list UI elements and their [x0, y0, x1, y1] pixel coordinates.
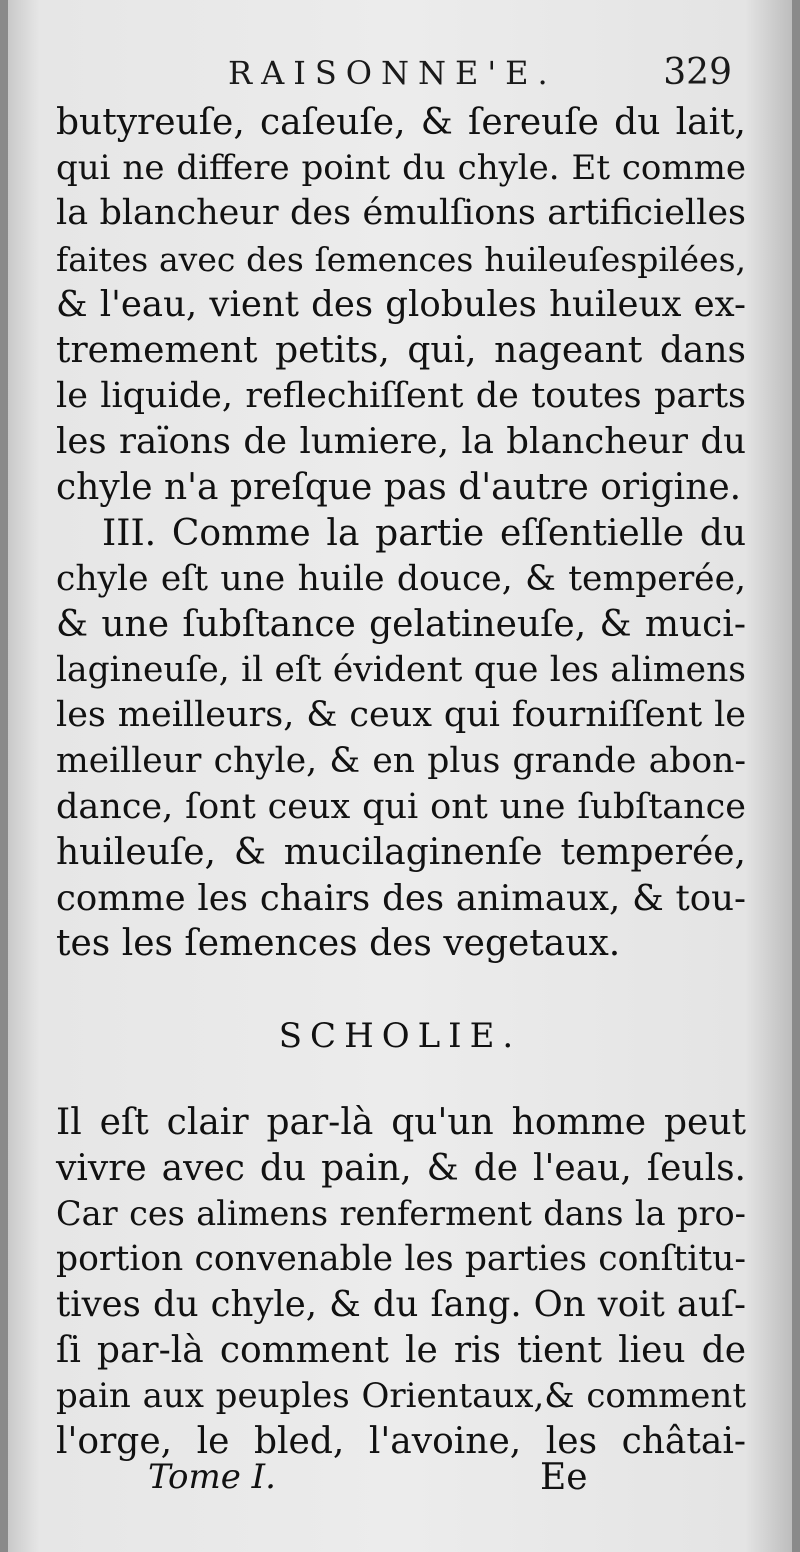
book-page [8, 0, 792, 1552]
text-line: huileuſe, & mucilaginenſe temperée, [56, 832, 746, 874]
text-line: les meilleurs, & ceux qui fourniſſent le [56, 695, 746, 736]
text-line: tremement petits, qui, nageant dans [56, 329, 746, 371]
text-line: dance, ſont ceux qui ont une ſubſtance [56, 786, 746, 827]
text-line: les raïons de lumiere, la blancheur du [56, 421, 746, 463]
text-line: chyle n'a preſque pas d'autre origine. [56, 466, 742, 508]
text-line: ſi par-là comment le ris tient lieu de [56, 1329, 746, 1371]
text-line: portion convenable les parties conſtitu- [56, 1238, 746, 1279]
text-line: & une ſubſtance gelatineuſe, & muci- [56, 604, 746, 646]
text-line: Car ces alimens renferment dans la pro- [56, 1194, 746, 1234]
paragraph-continued [56, 100, 746, 510]
text-line: tes les ſemences des vegetaux. [56, 923, 621, 965]
text-line: le liquide, reflechiſſent de toutes parts [56, 375, 746, 416]
text-line: faites avec des ſemences huileuſespilées, [56, 239, 746, 279]
section-title: SCHOLIE. [278, 1016, 522, 1056]
text-line: comme les chairs des animaux, & tou- [56, 877, 746, 919]
text-line: l'orge, le bled, l'avoine, les châtai- [56, 1421, 746, 1463]
text-line: vivre avec du pain, & de l'eau, ſeuls. [56, 1147, 746, 1189]
text-line: chyle eſt une huile douce, & temperée, [56, 558, 746, 599]
page-number: 329 [663, 52, 732, 93]
paragraph-scholie [56, 1100, 746, 1465]
text-line: lagineuſe, il eſt évident que les alimens [56, 649, 746, 690]
page-footer [8, 1457, 792, 1501]
text-line: III. Comme la partie eſſentielle du [102, 513, 746, 554]
paragraph-iii [56, 511, 746, 967]
text-line: la blancheur des émulſions artificielles [56, 193, 746, 234]
signature-mark: Ee [540, 1457, 588, 1498]
volume-label: Tome I. [148, 1457, 276, 1497]
text-line: & l'eau, vient des globules huileux ex- [56, 284, 746, 326]
text-line: pain aux peuples Orientaux,& comment [56, 1375, 746, 1416]
text-line: Il eſt clair par-là qu'un homme peut [56, 1102, 746, 1143]
page-header [8, 52, 792, 100]
text-line: meilleur chyle, & en plus grande abon- [56, 740, 746, 781]
text-line: butyreuſe, caſeuſe, & ſereuſe du lait, [56, 102, 746, 143]
running-head: RAISONNE'E. [228, 54, 557, 92]
text-line: qui ne differe point du chyle. Et comme [56, 147, 746, 188]
text-line: tives du chyle, & du ſang. On voit auſ- [56, 1284, 746, 1326]
